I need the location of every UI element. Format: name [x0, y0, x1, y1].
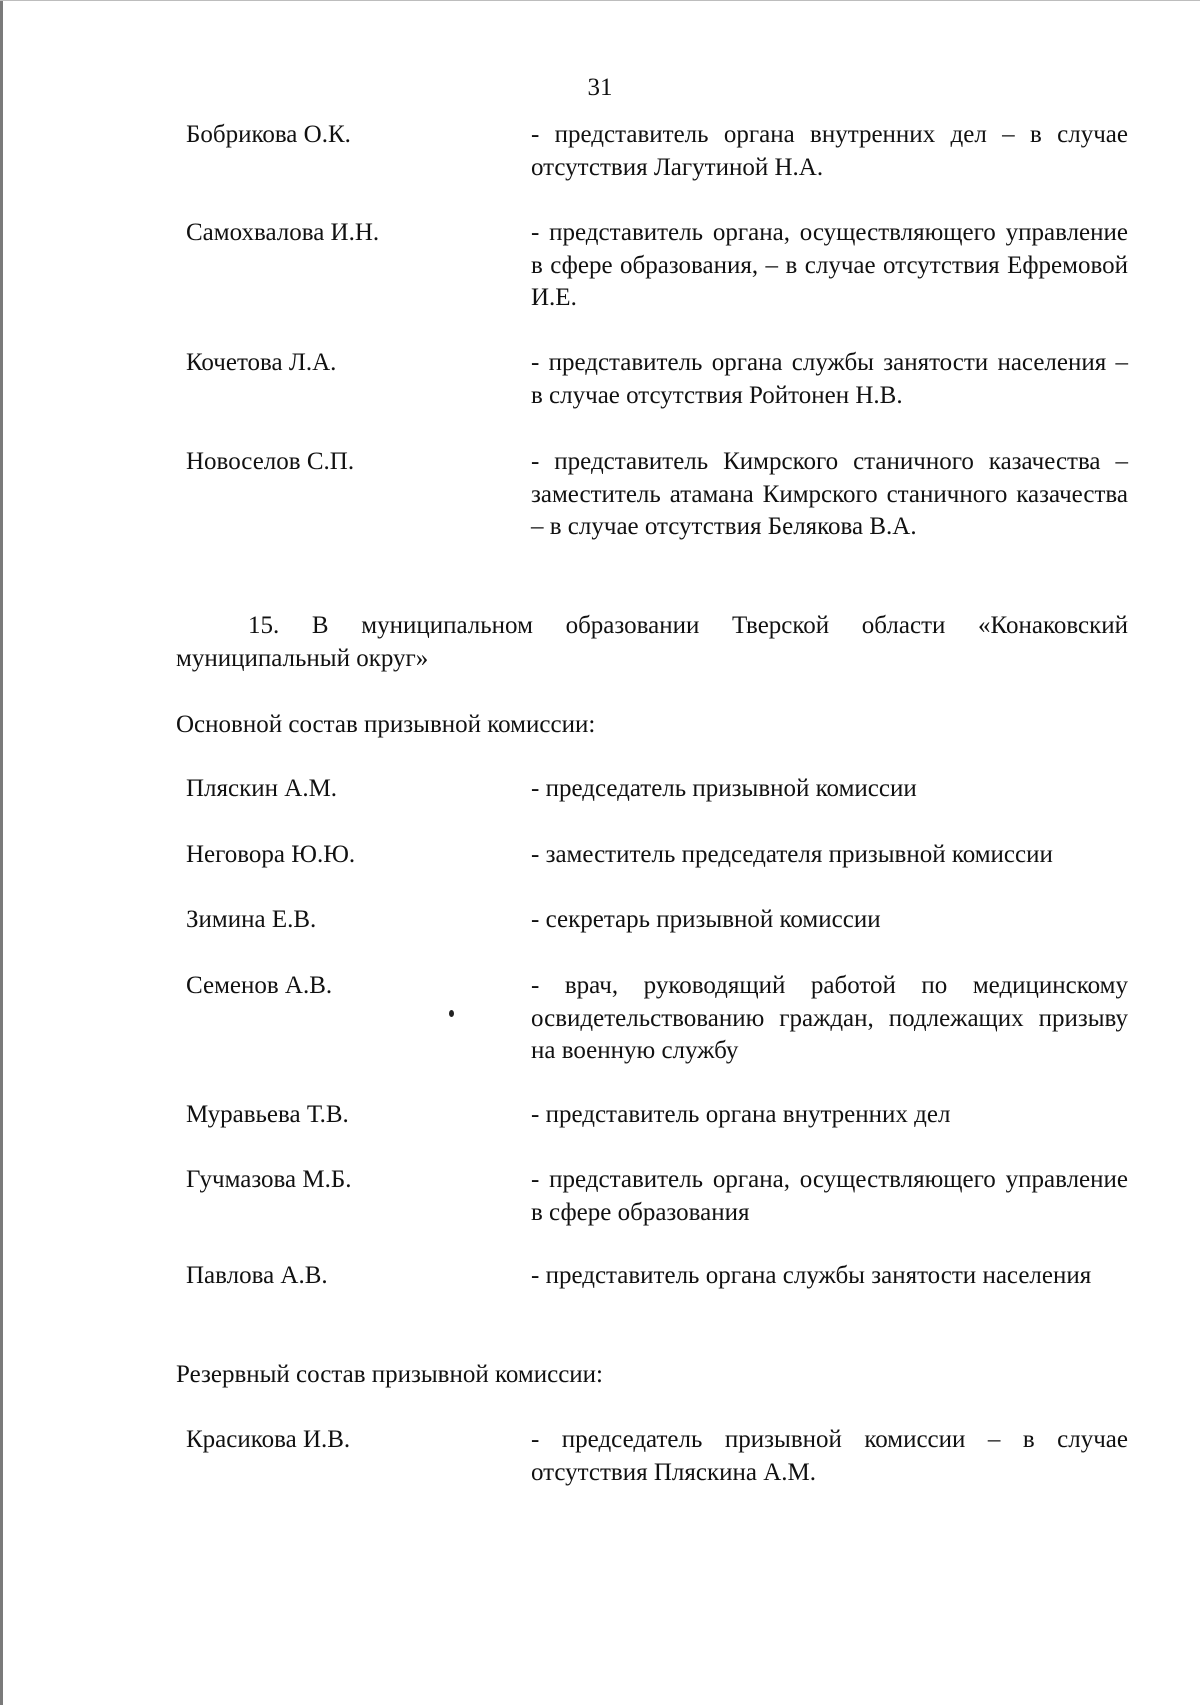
- member-name: Семенов А.В.: [186, 972, 333, 999]
- member-name: Кочетова Л.А.: [186, 349, 337, 376]
- member-role: - секретарь призывной комиссии: [531, 906, 881, 933]
- member-name: Гучмазова М.Б.: [186, 1166, 352, 1193]
- member-role: - заместитель председателя призывной комиссии: [531, 841, 1053, 868]
- member-name: Неговора Ю.Ю.: [186, 841, 356, 868]
- member-role: - представитель органа, осуществляющего управление в сфере образования: [531, 1166, 1128, 1226]
- member-role: - представитель органа службы занятости населения: [531, 1262, 1092, 1289]
- member-role: - председатель призывной комиссии – в случае отсутствия Пляскина А.М.: [531, 1426, 1128, 1486]
- member-name: Новоселов С.П.: [186, 448, 355, 475]
- member-role: - представитель органа службы занятости населения – в случае отсутствия Ройтонен Н.В.: [531, 349, 1128, 409]
- member-name: Пляскин А.М.: [186, 775, 338, 802]
- member-role: - председатель призывной комиссии: [531, 775, 917, 802]
- section-text: 15. В муниципальном образовании Тверской области «Конаковский муниципальный округ»: [176, 612, 1128, 672]
- member-name: Красикова И.В.: [186, 1426, 351, 1453]
- member-role: - врач, руководящий работой по медицинскому освидетельствованию граждан, подлежащих призыву на военную службу: [531, 972, 1128, 1064]
- main-composition-heading: Основной состав призывной комиссии:: [176, 711, 596, 738]
- reserve-composition-heading: Резервный состав призывной комиссии:: [176, 1361, 603, 1388]
- member-role: - представитель органа внутренних дел: [531, 1101, 951, 1128]
- member-name: Павлова А.В.: [186, 1262, 328, 1289]
- member-name: Бобрикова О.К.: [186, 121, 351, 148]
- member-name: Зимина Е.В.: [186, 906, 317, 933]
- section-paragraph: [176, 609, 1128, 675]
- scan-edge: [0, 0, 3, 1705]
- member-role: - представитель органа, осуществляющего управление в сфере образования, – в случае отсутствия Ефремовой И.Е.: [531, 219, 1128, 311]
- member-name: Муравьева Т.В.: [186, 1101, 349, 1128]
- member-role: - представитель органа внутренних дел – в случае отсутствия Лагутиной Н.А.: [531, 121, 1128, 181]
- scan-edge-top: [0, 0, 1200, 1]
- member-name: Самохвалова И.Н.: [186, 219, 380, 246]
- scan-speck: [449, 1010, 454, 1017]
- member-role: - представитель Кимрского станичного казачества – заместитель атамана Кимрского станичного казачества – в случае отсутствия Белякова В.А.: [531, 448, 1128, 540]
- page-number: 31: [587, 74, 613, 101]
